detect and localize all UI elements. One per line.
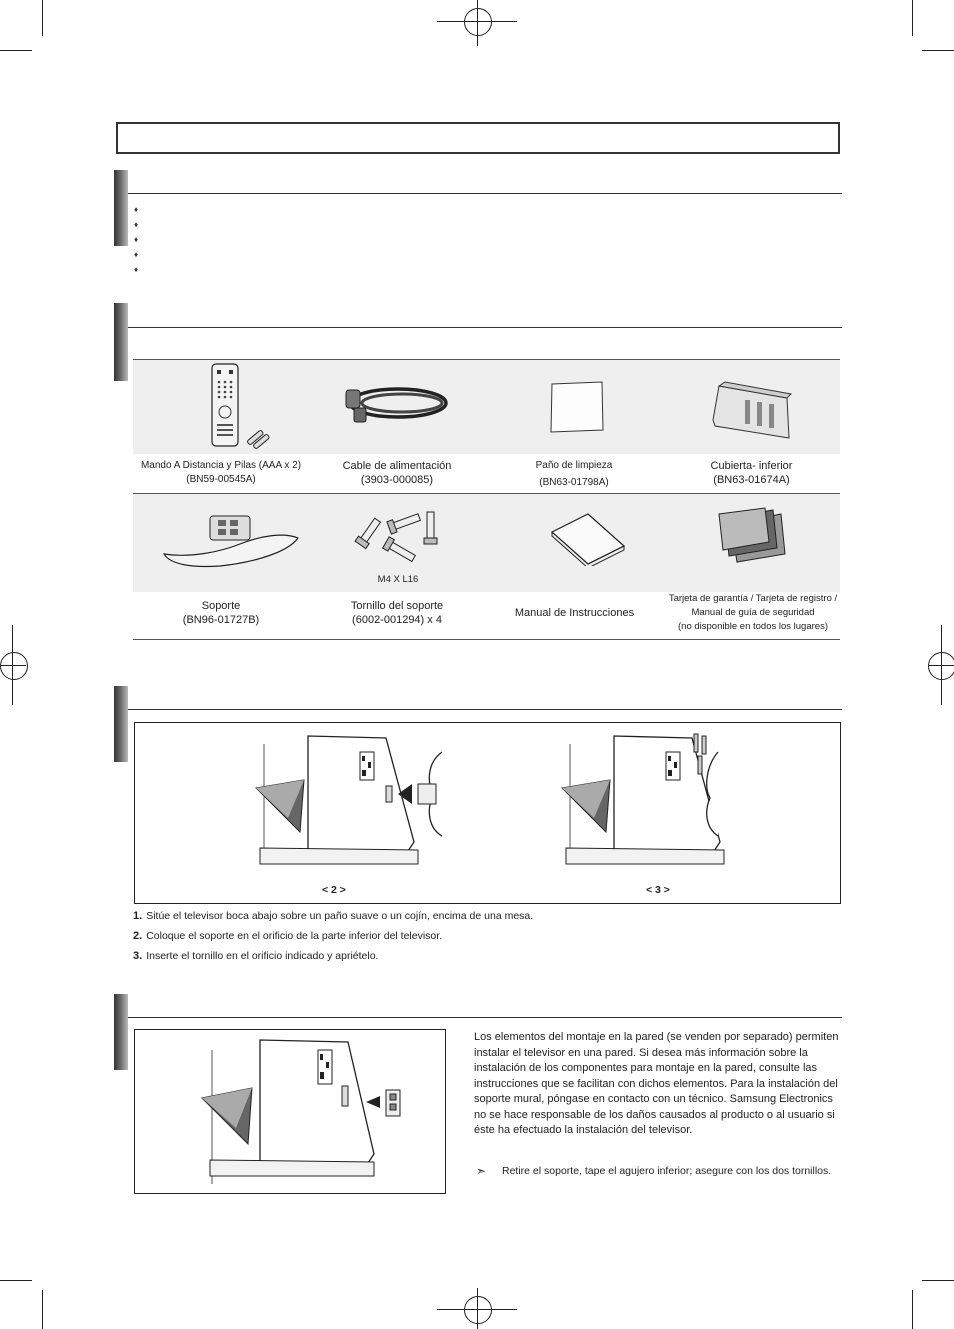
accessory-caption xyxy=(133,599,309,627)
crop-mark xyxy=(922,1280,954,1281)
remote-control-icon xyxy=(205,362,275,450)
section-rule xyxy=(128,1017,842,1018)
bullet: ♦ xyxy=(134,250,139,259)
wall-mount-illustration xyxy=(196,1036,406,1186)
accessory-caption xyxy=(486,606,663,620)
crop-mark xyxy=(0,1280,32,1281)
stand-assembly-illustration-3 xyxy=(558,732,758,882)
step-number: 3. xyxy=(133,950,143,962)
section-tab xyxy=(114,170,128,246)
screws-icon xyxy=(352,504,444,570)
page-title-box xyxy=(116,122,840,154)
accessory-name: Tornillo del soporte xyxy=(350,600,444,612)
accessory-code: (3903-000085) xyxy=(360,474,434,486)
power-cord-icon xyxy=(340,378,455,428)
crop-mark xyxy=(912,0,913,36)
section-rule xyxy=(128,193,842,194)
accessory-code: (6002-001294) x 4 xyxy=(352,614,442,626)
cards-icon xyxy=(715,506,787,564)
section-tab xyxy=(114,303,128,381)
accessory-name: Tarjeta de garantía / Tarjeta de registro / xyxy=(668,593,838,604)
wall-mount-description: Los elementos del montaje en la pared (se venden por separado) permiten instalar el televisor en una pared. Si desea más información sobre la instalación de los componentes para montaje en la pared, consulte las instrucciones que se facilitan con dichos elementos. Para la instalación del soporte mural, póngase en contacto con un técnico. Samsung Electronics no se hace responsable de los daños causados al producto o al usuario si éste ha efectuado la instalación del televisor. xyxy=(474,1031,839,1136)
accessory-code: (BN63-01674A) xyxy=(713,474,790,486)
crop-mark xyxy=(0,50,32,51)
accessory-caption xyxy=(309,459,485,487)
figure-label-3: < 3 > xyxy=(646,884,670,896)
bullet: ♦ xyxy=(134,235,139,244)
accessory-code: (BN96-01727B) xyxy=(182,614,260,626)
section-rule xyxy=(128,327,842,328)
manual-icon xyxy=(548,510,628,566)
step-item xyxy=(133,910,533,922)
section-rule xyxy=(128,709,842,710)
step-item xyxy=(133,950,378,962)
accessory-name: Mando A Distancia y Pilas (AAA x 2) xyxy=(140,460,302,471)
crop-mark xyxy=(42,1290,43,1329)
stand-icon xyxy=(160,508,300,570)
step-number: 1. xyxy=(133,910,143,922)
section-tab xyxy=(114,994,128,1070)
table-rule xyxy=(133,639,840,640)
bottom-cover-icon xyxy=(705,380,793,442)
section-tab xyxy=(114,686,128,762)
note-arrow-icon: ➣ xyxy=(476,1164,487,1178)
accessory-name-line3: (no disponible en todos los lugares) xyxy=(678,621,828,632)
accessory-name: Manual de Instrucciones xyxy=(514,607,635,619)
accessory-name: Paño de limpieza xyxy=(535,460,613,471)
step-text: Inserte el tornillo en el orificio indicado y apriételo. xyxy=(146,950,379,962)
screw-size-label: M4 X L16 xyxy=(377,574,419,585)
accessory-name: Cubierta- inferior xyxy=(710,460,793,472)
bullet: ♦ xyxy=(134,220,139,229)
accessory-name-line2: Manual de guía de seguridad xyxy=(691,607,815,618)
accessory-name: Soporte xyxy=(201,600,241,612)
step-text: Sitúe el televisor boca abajo sobre un paño suave o un cojín, encima de una mesa. xyxy=(146,910,534,922)
bullet: ♦ xyxy=(134,265,139,274)
crop-mark xyxy=(922,50,954,51)
step-number: 2. xyxy=(133,930,143,942)
wall-mount-note xyxy=(476,1165,836,1179)
accessory-caption xyxy=(133,459,309,487)
bullet: ♦ xyxy=(134,205,139,214)
accessory-caption xyxy=(486,457,662,491)
accessory-code: (BN63-01798A) xyxy=(539,477,609,488)
accessory-caption xyxy=(663,459,840,487)
crop-mark xyxy=(912,1290,913,1329)
stand-assembly-illustration-2 xyxy=(252,732,452,882)
step-text: Coloque el soporte en el orificio de la parte inferior del televisor. xyxy=(146,930,443,942)
accessory-caption xyxy=(663,592,843,634)
crop-mark xyxy=(42,0,43,36)
step-item xyxy=(133,930,442,942)
accessory-name: Cable de alimentación xyxy=(342,460,452,472)
note-text: Retire el soporte, tape el agujero inferior; asegure con los dos tornillos. xyxy=(502,1165,832,1177)
figure-label-2: < 2 > xyxy=(322,884,346,896)
cleaning-cloth-icon xyxy=(548,380,606,436)
accessory-code: (BN59-00545A) xyxy=(186,474,256,485)
accessory-caption xyxy=(309,599,485,627)
